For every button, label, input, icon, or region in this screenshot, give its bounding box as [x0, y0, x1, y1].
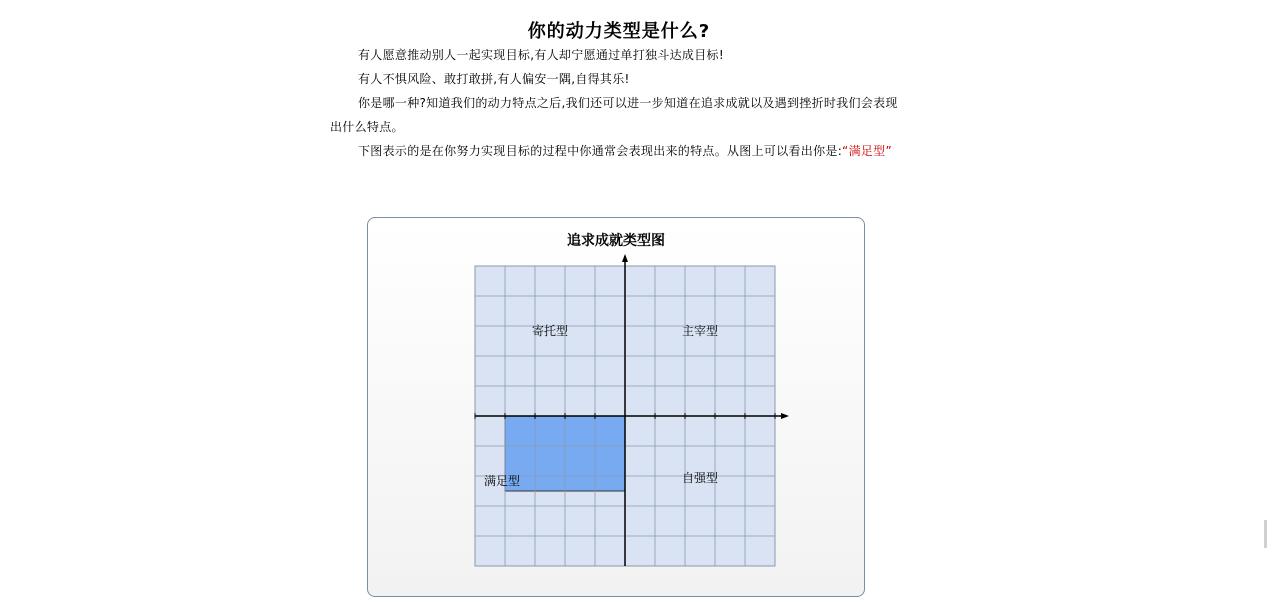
result-intro: 下图表示的是在你努力实现目标的过程中你通常会表现出来的特点。从图上可以看出你是:: [358, 144, 843, 158]
result-paragraph: [330, 139, 908, 163]
quadrant-label-bottom-left: 满足型: [483, 474, 521, 488]
result-value: “满足型”: [842, 144, 892, 158]
quadrant-label-bottom-right: 自强型: [681, 471, 719, 485]
paragraph-2: 有人不惧风险、敢打敢拼,有人偏安一隅,自得其乐!: [358, 72, 630, 86]
article-title: 你的动力类型是什么?: [527, 21, 711, 42]
chart-panel: [367, 217, 865, 597]
x-axis-arrow: [781, 413, 789, 419]
y-axis-arrow: [622, 254, 628, 262]
paragraph-1: 有人愿意推动别人一起实现目标,有人却宁愿通过单打独斗达成目标!: [358, 48, 724, 62]
chart-title: 追求成就类型图: [567, 233, 665, 249]
quadrant-chart: [368, 218, 866, 598]
quadrant-label-top-right: 主宰型: [681, 324, 719, 338]
paragraph-3: 你是哪一种?知道我们的动力特点之后,我们还可以进一步知道在追求成就以及遇到挫折时我们会表现出什么特点。: [330, 96, 898, 134]
article: [330, 18, 908, 163]
quadrant-label-top-left: 寄托型: [531, 324, 569, 338]
